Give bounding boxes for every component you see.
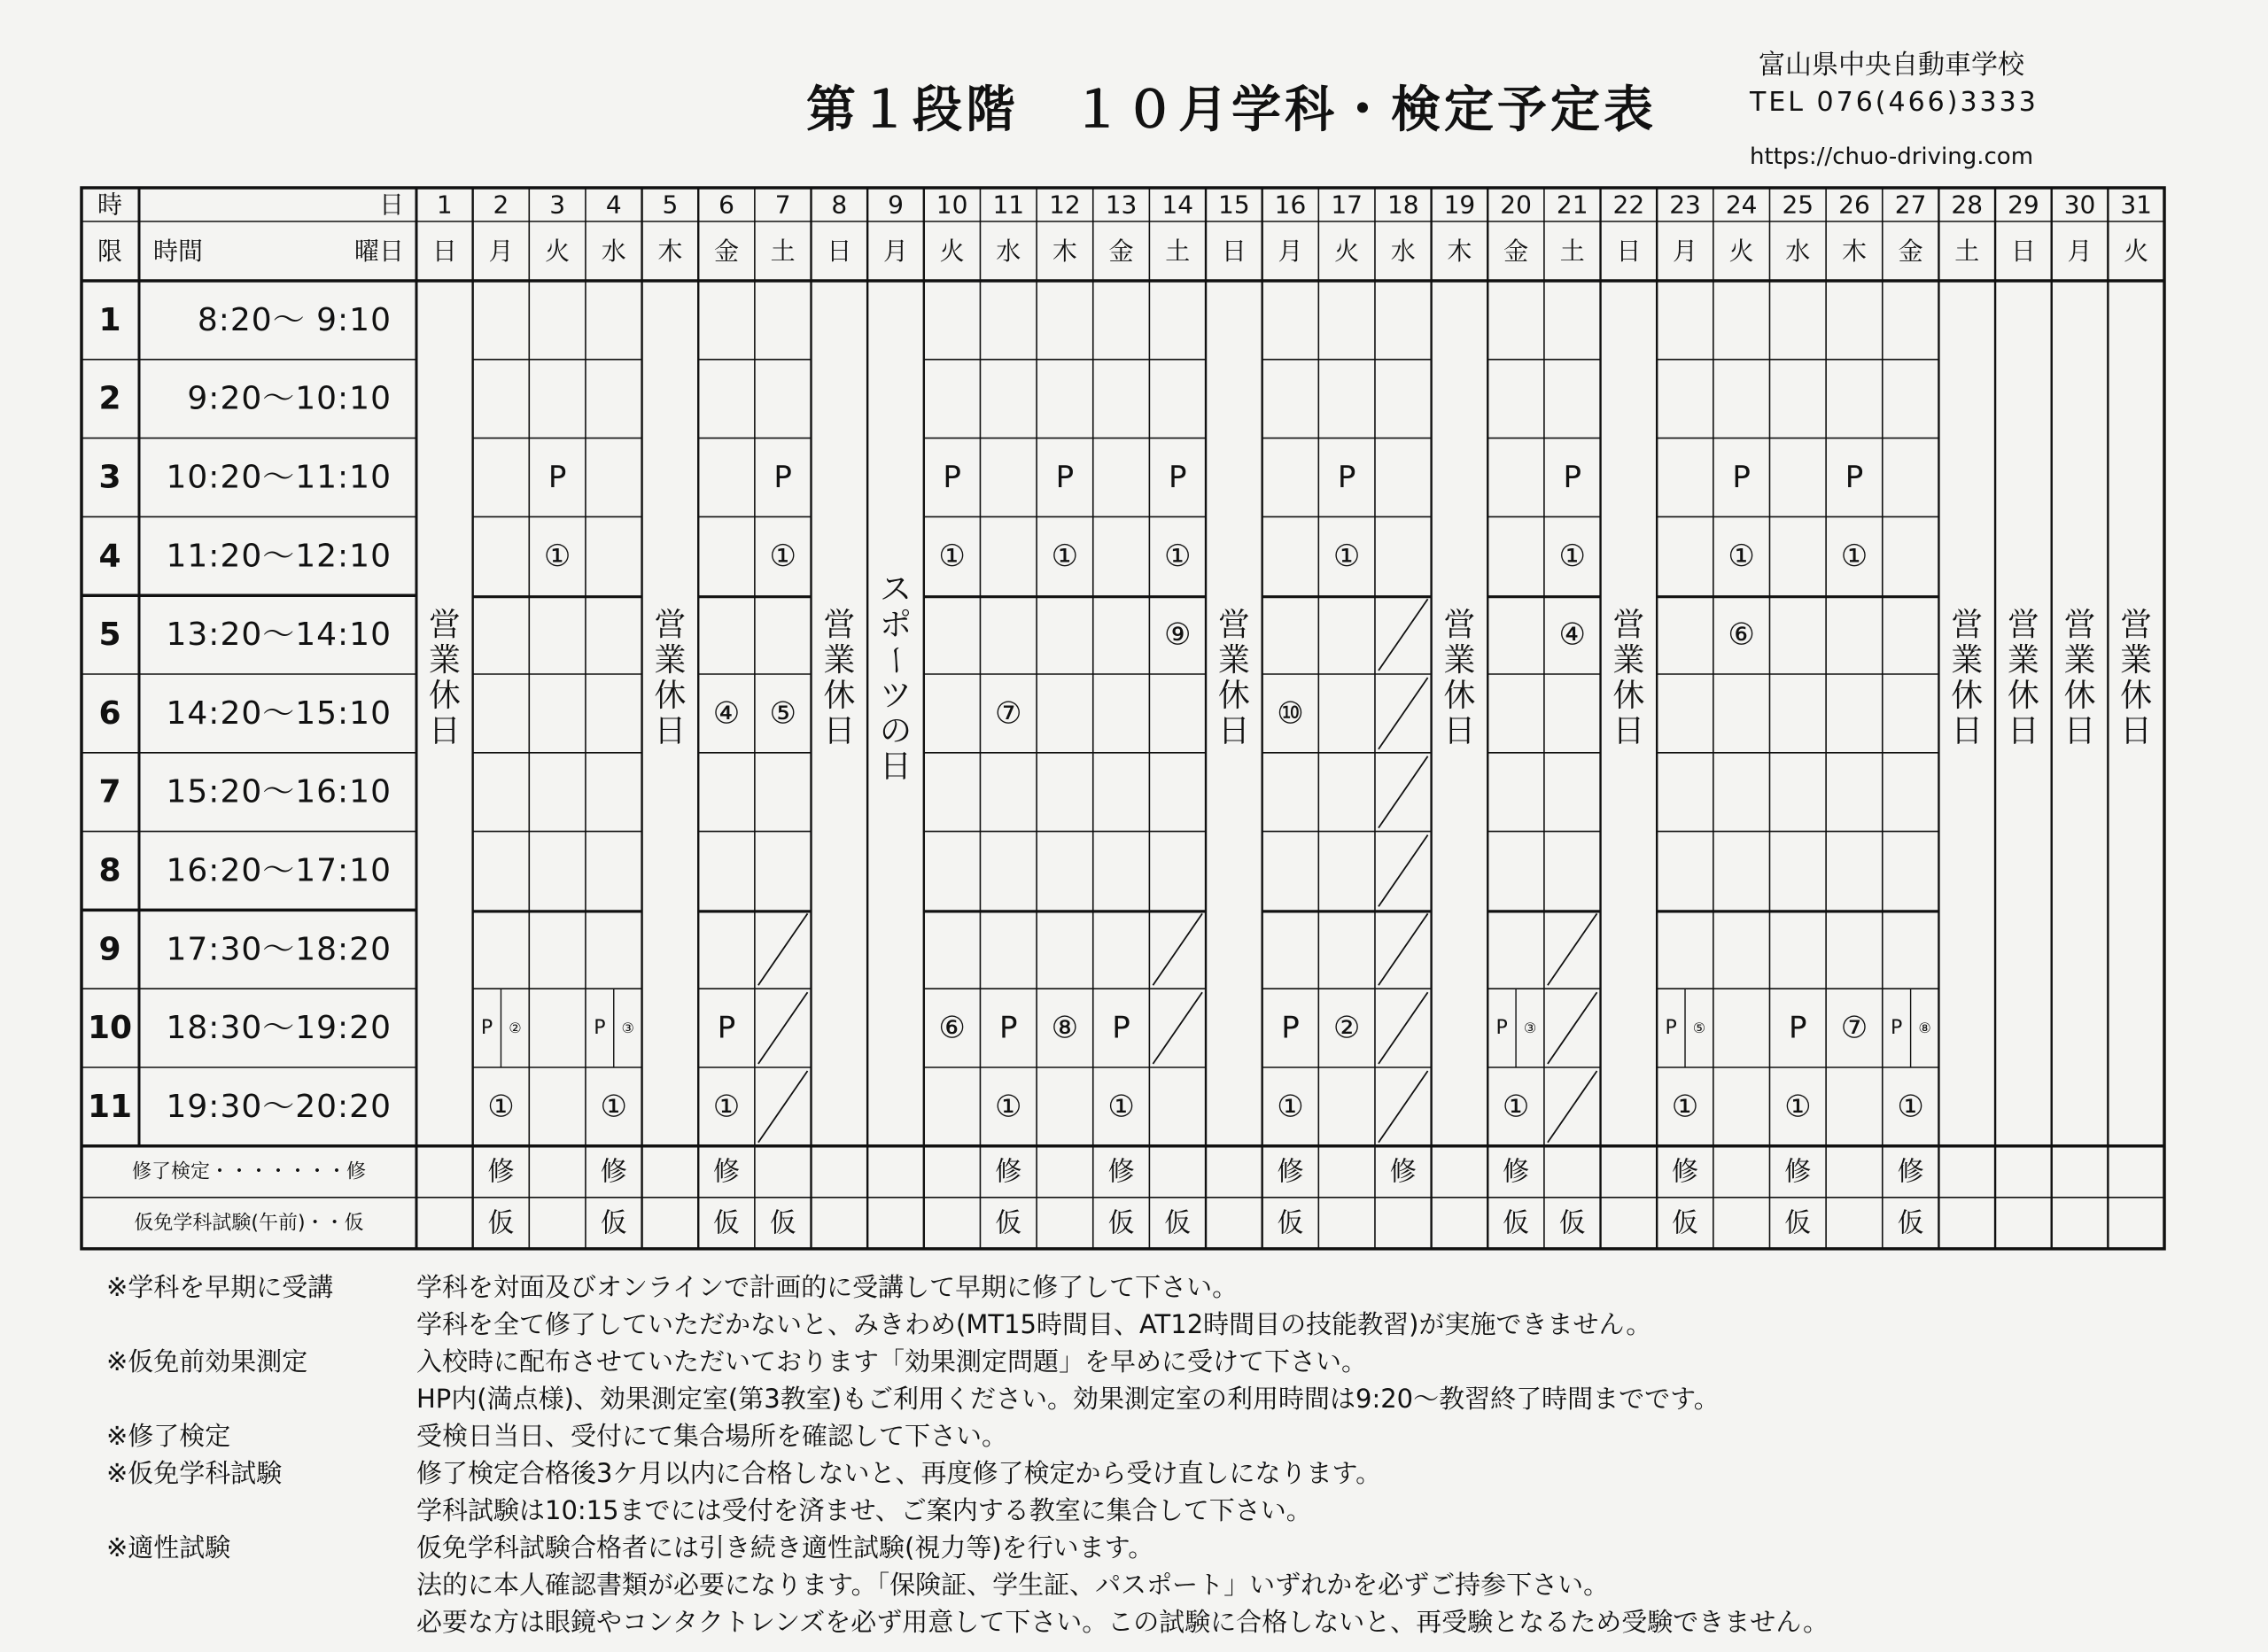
slash-mark xyxy=(1153,992,1202,1064)
closed-day-label: 日 xyxy=(2120,712,2153,749)
note-body: 入校時に配布させていただいております「効果測定問題」を早めに受けて下さい。 xyxy=(416,1346,1368,1377)
period-number: 2 xyxy=(98,380,121,417)
sports-day-label: ス xyxy=(879,570,912,608)
split-entry-right: ⑧ xyxy=(1918,1020,1931,1037)
schedule-entry: ① xyxy=(487,1089,515,1125)
weekday-label: 火 xyxy=(1334,237,1360,266)
schedule-entry: ① xyxy=(600,1089,628,1125)
period-time: 10:20～11:10 xyxy=(166,459,392,496)
schedule-entry: P xyxy=(1789,1010,1807,1046)
note-heading: ※仮免学科試験 xyxy=(106,1458,283,1488)
provisional-exam-mark: 仮 xyxy=(1672,1207,1699,1239)
schedule-entry: ⑩ xyxy=(1277,695,1304,732)
page-title: 第１段階 １０月学科・検定予定表 xyxy=(806,81,1657,139)
note-body: 法的に本人確認書類が必要になります。「保険証、学生証、パスポート」いずれかを必ずご持参下さい。 xyxy=(416,1570,1610,1600)
day-number: 24 xyxy=(1725,190,1758,220)
slash-mark xyxy=(1548,992,1597,1064)
slash-mark xyxy=(1379,1071,1428,1143)
split-entry-left: P xyxy=(1665,1017,1677,1040)
weekday-label: 土 xyxy=(770,237,796,266)
split-entry-right: ③ xyxy=(1523,1020,1537,1037)
corner-weekday-label: 曜日 xyxy=(353,237,404,266)
closed-day-label: 業 xyxy=(1612,641,1645,679)
provisional-exam-mark: 仮 xyxy=(1164,1207,1192,1239)
weekday-label: 木 xyxy=(657,237,683,266)
period-number: 1 xyxy=(98,301,121,338)
weekday-label: 日 xyxy=(431,237,457,266)
schedule-entry: P xyxy=(717,1010,736,1046)
split-entry-right: ⑤ xyxy=(1692,1020,1706,1037)
split-entry-right: ③ xyxy=(621,1020,634,1037)
schedule-entry: ⑦ xyxy=(1840,1010,1868,1046)
schedule-entry: ① xyxy=(1784,1089,1812,1125)
day-number: 17 xyxy=(1331,190,1363,220)
note-heading: ※学科を早期に受講 xyxy=(106,1272,334,1302)
day-number: 25 xyxy=(1782,190,1814,220)
slash-mark xyxy=(1548,913,1597,985)
period-time: 11:20～12:10 xyxy=(166,538,392,575)
day-number: 14 xyxy=(1161,190,1194,220)
completion-exam-mark: 修 xyxy=(487,1156,515,1188)
provisional-exam-mark: 仮 xyxy=(1558,1207,1586,1239)
completion-exam-mark: 修 xyxy=(995,1156,1022,1188)
day-number: 10 xyxy=(936,190,968,220)
weekday-label: 水 xyxy=(601,237,626,266)
weekday-label: 金 xyxy=(714,237,740,266)
day-number: 18 xyxy=(1386,190,1419,220)
completion-exam-mark: 修 xyxy=(1897,1156,1924,1188)
slash-mark xyxy=(1548,1071,1597,1143)
day-number: 3 xyxy=(549,190,566,220)
closed-day-label: 営 xyxy=(823,606,856,643)
day-number: 12 xyxy=(1049,190,1081,220)
split-entry-left: P xyxy=(1495,1017,1508,1040)
weekday-label: 土 xyxy=(1559,237,1585,266)
schedule-entry: P xyxy=(773,460,792,495)
schedule-entry: ① xyxy=(1502,1089,1530,1125)
closed-day-label: 休 xyxy=(654,677,687,714)
day-number: 30 xyxy=(2063,190,2096,220)
completion-exam-mark: 修 xyxy=(600,1156,627,1188)
corner-time-label: 時間 xyxy=(153,237,204,266)
schedule-entry: P xyxy=(1563,460,1581,495)
day-number: 5 xyxy=(662,190,679,220)
school-url: https://chuo-driving.com xyxy=(1750,143,2034,170)
period-time: 19:30～20:20 xyxy=(166,1088,392,1125)
closed-day-label: 休 xyxy=(2063,677,2096,714)
closed-day-label: 休 xyxy=(1443,677,1476,714)
corner-day-label: 日 xyxy=(378,190,404,220)
completion-exam-mark: 修 xyxy=(1277,1156,1304,1188)
weekday-label: 火 xyxy=(1728,237,1754,266)
schedule-entry: ⑤ xyxy=(769,695,796,732)
sports-day-label: ツ xyxy=(879,677,912,714)
period-number: 3 xyxy=(98,459,121,496)
closed-day-label: 業 xyxy=(1951,641,1984,679)
schedule-entry: P xyxy=(1168,460,1187,495)
day-number: 15 xyxy=(1218,190,1250,220)
day-number: 23 xyxy=(1669,190,1701,220)
period-number: 5 xyxy=(98,617,121,654)
sports-day-label: ポ xyxy=(879,606,912,643)
weekday-label: 土 xyxy=(1954,237,1980,266)
schedule-entry: ① xyxy=(1728,538,1755,574)
day-number: 13 xyxy=(1105,190,1138,220)
weekday-label: 木 xyxy=(1447,237,1472,266)
closed-day-label: 休 xyxy=(823,677,856,714)
weekday-label: 日 xyxy=(827,237,852,266)
note-body: 学科を対面及びオンラインで計画的に受講して早期に修了して下さい。 xyxy=(416,1272,1239,1302)
provisional-exam-mark: 仮 xyxy=(1897,1207,1924,1239)
weekday-label: 水 xyxy=(996,237,1021,266)
weekday-label: 木 xyxy=(1052,237,1077,266)
sports-day-label: 日 xyxy=(879,748,912,785)
period-time: 16:20～17:10 xyxy=(166,852,392,889)
weekday-label: 金 xyxy=(1898,237,1923,266)
schedule-entry: ① xyxy=(1051,538,1079,574)
sports-day-label: の xyxy=(879,712,912,749)
weekday-label: 水 xyxy=(1785,237,1811,266)
day-number: 20 xyxy=(1500,190,1532,220)
school-name: 富山県中央自動車学校 xyxy=(1759,50,2024,81)
completion-exam-mark: 修 xyxy=(1503,1156,1530,1188)
period-time: 9:20～10:10 xyxy=(187,380,392,417)
note-heading: ※仮免前効果測定 xyxy=(106,1346,308,1377)
closed-day-label: 日 xyxy=(1217,712,1250,749)
closed-day-label: 営 xyxy=(1443,606,1476,643)
closed-day-label: 休 xyxy=(428,677,461,714)
provisional-exam-mark: 仮 xyxy=(1784,1207,1812,1239)
schedule-entry: P xyxy=(548,460,567,495)
slash-mark xyxy=(1379,835,1428,907)
completion-exam-label: 修了検定・・・・・・・修 xyxy=(131,1160,367,1183)
corner-period-label: 時 xyxy=(97,190,123,220)
closed-day-label: 業 xyxy=(2120,641,2153,679)
day-number: 26 xyxy=(1838,190,1870,220)
provisional-exam-mark: 仮 xyxy=(1277,1207,1304,1239)
weekday-label: 水 xyxy=(1390,237,1416,266)
provisional-exam-mark: 仮 xyxy=(713,1207,741,1239)
closed-day-label: 休 xyxy=(1612,677,1645,714)
weekday-label: 日 xyxy=(2010,237,2036,266)
day-number: 27 xyxy=(1894,190,1927,220)
day-number: 4 xyxy=(605,190,622,220)
provisional-exam-mark: 仮 xyxy=(769,1207,796,1239)
closed-day-label: 業 xyxy=(2063,641,2096,679)
schedule-entry: ⑨ xyxy=(1163,617,1192,653)
schedule-entry: P xyxy=(1112,1010,1130,1046)
provisional-exam-mark: 仮 xyxy=(600,1207,627,1239)
schedule-entry: ① xyxy=(769,538,796,574)
schedule-entry: ① xyxy=(1840,538,1868,574)
schedule-entry: ⑥ xyxy=(1728,617,1755,653)
weekday-label: 火 xyxy=(2124,237,2149,266)
closed-day-label: 業 xyxy=(2007,641,2039,679)
closed-day-label: 休 xyxy=(1217,677,1250,714)
weekday-label: 月 xyxy=(1673,237,1698,266)
schedule-entry: ④ xyxy=(712,695,741,732)
closed-day-label: 営 xyxy=(1951,606,1984,643)
closed-day-label: 日 xyxy=(654,712,687,749)
day-number: 2 xyxy=(493,190,509,220)
schedule-entry: ① xyxy=(1107,1089,1135,1125)
sports-day-label: ー xyxy=(877,644,914,677)
split-entry-left: P xyxy=(1891,1017,1903,1040)
schedule-entry: ⑦ xyxy=(995,695,1022,732)
period-number: 11 xyxy=(87,1088,133,1125)
schedule-entry: ① xyxy=(938,538,966,574)
slash-mark xyxy=(758,992,808,1064)
day-number: 19 xyxy=(1443,190,1476,220)
schedule-entry: ① xyxy=(1897,1089,1924,1125)
schedule-entry: ② xyxy=(1332,1010,1361,1046)
slash-mark xyxy=(1379,678,1428,749)
weekday-label: 日 xyxy=(1616,237,1642,266)
day-number: 21 xyxy=(1556,190,1588,220)
day-number: 31 xyxy=(2120,190,2152,220)
day-number: 29 xyxy=(2008,190,2039,220)
closed-day-label: 休 xyxy=(2007,677,2039,714)
closed-day-label: 日 xyxy=(2007,712,2039,749)
provisional-exam-mark: 仮 xyxy=(487,1207,515,1239)
closed-day-label: 業 xyxy=(1443,641,1476,679)
period-number: 9 xyxy=(98,931,121,968)
provisional-exam-mark: 仮 xyxy=(995,1207,1022,1239)
note-heading: ※修了検定 xyxy=(106,1421,231,1451)
schedule-entry: ① xyxy=(1671,1089,1699,1125)
completion-exam-mark: 修 xyxy=(1389,1156,1417,1188)
slash-mark xyxy=(1379,992,1428,1064)
weekday-label: 月 xyxy=(1278,237,1303,266)
split-entry-left: P xyxy=(480,1017,493,1040)
closed-day-label: 日 xyxy=(1951,712,1984,749)
note-body: 修了検定合格後3ケ月以内に合格しないと、再度修了検定から受け直しになります。 xyxy=(416,1458,1382,1488)
schedule-entry: P xyxy=(1732,460,1751,495)
period-time: 13:20～14:10 xyxy=(166,617,392,654)
closed-day-label: 休 xyxy=(1951,677,1984,714)
weekday-label: 火 xyxy=(939,237,965,266)
period-time: 17:30～18:20 xyxy=(166,931,392,968)
schedule-entry: P xyxy=(1845,460,1864,495)
period-number: 8 xyxy=(98,852,121,889)
provisional-exam-mark: 仮 xyxy=(1503,1207,1530,1239)
slash-mark xyxy=(758,1071,808,1143)
schedule-entry: P xyxy=(943,460,961,495)
completion-exam-mark: 修 xyxy=(713,1156,741,1188)
period-number: 10 xyxy=(87,1010,133,1047)
schedule-entry: ① xyxy=(995,1089,1022,1125)
period-number: 4 xyxy=(98,538,121,575)
schedule-entry: P xyxy=(1281,1010,1300,1046)
closed-day-label: 日 xyxy=(1612,712,1645,749)
closed-day-label: 営 xyxy=(2007,606,2039,643)
day-number: 9 xyxy=(888,190,904,220)
weekday-label: 月 xyxy=(2067,237,2093,266)
weekday-label: 土 xyxy=(1165,237,1191,266)
provisional-exam-label: 仮免学科試験(午前)・・仮 xyxy=(134,1212,364,1235)
schedule-entry: ④ xyxy=(1558,617,1586,653)
day-number: 8 xyxy=(831,190,848,220)
day-number: 28 xyxy=(1951,190,1984,220)
slash-mark xyxy=(1379,599,1428,671)
completion-exam-mark: 修 xyxy=(1107,1156,1135,1188)
schedule-entry: P xyxy=(1055,460,1075,495)
schedule-entry: P xyxy=(999,1010,1018,1046)
slash-mark xyxy=(1379,913,1428,985)
split-entry-left: P xyxy=(594,1017,606,1040)
schedule-entry: ① xyxy=(1558,538,1586,574)
note-body: 受検日当日、受付にて集合場所を確認して下さい。 xyxy=(416,1421,1008,1451)
schedule-entry: P xyxy=(1337,460,1356,495)
completion-exam-mark: 修 xyxy=(1784,1156,1812,1188)
weekday-label: 金 xyxy=(1108,237,1134,266)
period-number: 7 xyxy=(98,773,121,810)
closed-day-label: 日 xyxy=(1443,712,1476,749)
day-number: 1 xyxy=(436,190,453,220)
day-number: 6 xyxy=(718,190,734,220)
provisional-exam-mark: 仮 xyxy=(1107,1207,1135,1239)
period-time: 14:20～15:10 xyxy=(166,694,392,732)
closed-day-label: 休 xyxy=(2120,677,2153,714)
closed-day-label: 業 xyxy=(1217,641,1250,679)
note-body: HP内(満点様)、効果測定室(第3教室)もご利用ください。効果測定室の利用時間は9:20～教習終了時間までです。 xyxy=(416,1384,1720,1414)
closed-day-label: 営 xyxy=(2063,606,2096,643)
school-phone: TEL 076(466)3333 xyxy=(1750,87,2039,118)
weekday-label: 月 xyxy=(488,237,514,266)
closed-day-label: 業 xyxy=(823,641,856,679)
slash-mark xyxy=(1379,756,1428,828)
closed-day-label: 営 xyxy=(2120,606,2153,643)
note-body: 学科を全て修了していただかないと、みきわめ(MT15時間目、AT12時間目の技能教習)が実施できません。 xyxy=(416,1309,1652,1339)
period-time: 8:20～ 9:10 xyxy=(197,301,392,338)
closed-day-label: 営 xyxy=(428,606,461,643)
schedule-entry: ① xyxy=(1163,538,1192,574)
day-number: 22 xyxy=(1612,190,1645,220)
note-body: 仮免学科試験合格者には引き続き適性試験(視力等)を行います。 xyxy=(416,1532,1154,1563)
closed-day-label: 業 xyxy=(428,641,461,679)
corner-period-label: 限 xyxy=(97,237,123,266)
slash-mark xyxy=(1153,913,1202,985)
schedule-entry: ① xyxy=(543,538,571,574)
period-time: 18:30～19:20 xyxy=(166,1010,392,1047)
closed-day-label: 営 xyxy=(654,606,687,643)
weekday-label: 月 xyxy=(882,237,908,266)
note-heading: ※適性試験 xyxy=(106,1532,231,1563)
period-number: 6 xyxy=(98,694,121,732)
closed-day-label: 日 xyxy=(823,712,856,749)
split-entry-right: ② xyxy=(509,1020,522,1037)
day-number: 16 xyxy=(1274,190,1307,220)
closed-day-label: 業 xyxy=(654,641,687,679)
schedule-entry: ① xyxy=(1332,538,1361,574)
closed-day-label: 営 xyxy=(1612,606,1645,643)
period-time: 15:20～16:10 xyxy=(166,773,392,810)
schedule-entry: ⑥ xyxy=(938,1010,966,1046)
day-number: 11 xyxy=(992,190,1025,220)
note-body: 学科試験は10:15までには受付を済ませ、ご案内する教室に集合して下さい。 xyxy=(416,1495,1312,1525)
closed-day-label: 日 xyxy=(2063,712,2096,749)
weekday-label: 木 xyxy=(1841,237,1867,266)
closed-day-label: 営 xyxy=(1217,606,1250,643)
day-number: 7 xyxy=(774,190,791,220)
schedule-entry: ① xyxy=(1277,1089,1304,1125)
schedule-entry: ⑧ xyxy=(1051,1010,1079,1046)
note-body: 必要な方は眼鏡やコンタクトレンズを必ず用意して下さい。この試験に合格しないと、再受験となるため受験できません。 xyxy=(416,1607,1829,1637)
slash-mark xyxy=(758,913,808,985)
weekday-label: 日 xyxy=(1221,237,1247,266)
closed-day-label: 日 xyxy=(428,712,461,749)
weekday-label: 火 xyxy=(545,237,571,266)
schedule-entry: ① xyxy=(712,1089,741,1125)
weekday-label: 金 xyxy=(1503,237,1529,266)
completion-exam-mark: 修 xyxy=(1672,1156,1699,1188)
